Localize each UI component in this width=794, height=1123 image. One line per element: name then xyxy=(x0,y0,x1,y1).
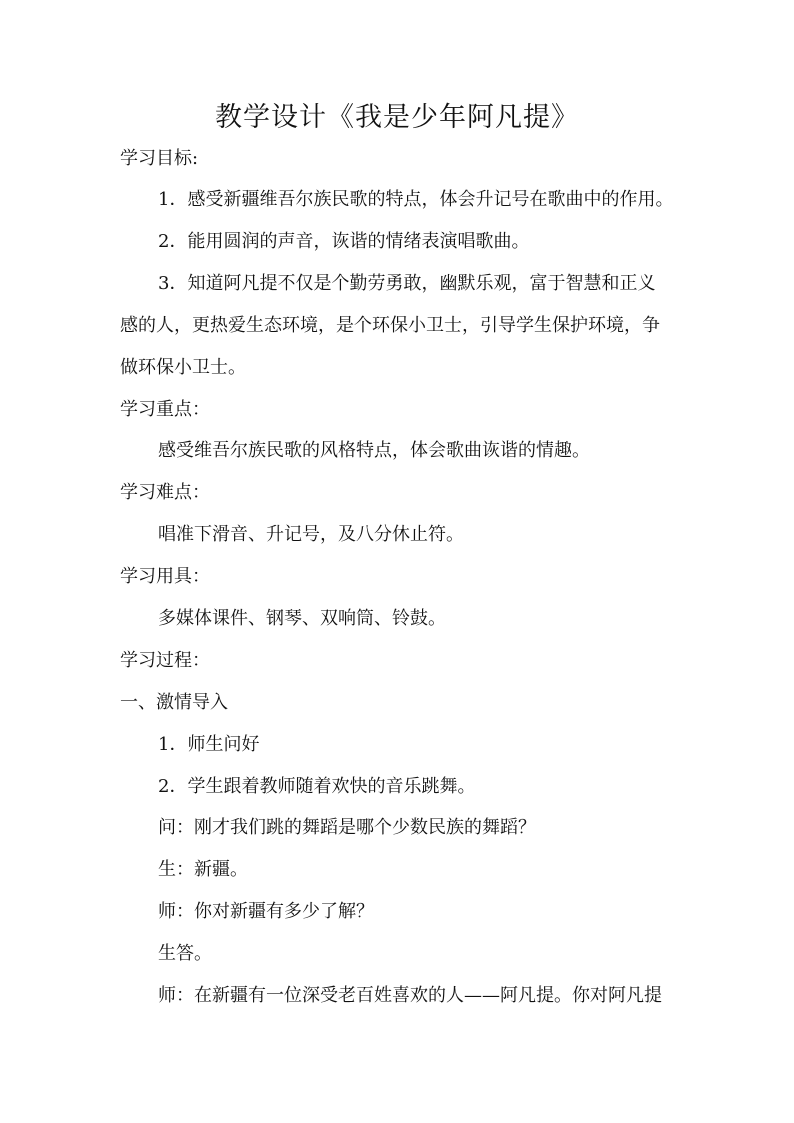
process-item-1: 1．师生问好 xyxy=(158,734,260,755)
section-heading-tools: 学习用具： xyxy=(120,566,210,587)
section-heading-key-points: 学习重点： xyxy=(120,399,210,420)
objective-1: 1．感受新疆维吾尔族民歌的特点，体会升记号在歌曲中的作用。 xyxy=(158,189,674,210)
dialogue-teacher-question: 师：你对新疆有多少了解？ xyxy=(158,901,374,922)
section-heading-difficulties: 学习难点： xyxy=(120,482,210,503)
section-heading-process: 学习过程： xyxy=(120,650,210,671)
tools-text: 多媒体课件、钢琴、双响筒、铃鼓。 xyxy=(158,608,446,629)
objective-2: 2．能用圆润的声音，诙谐的情绪表演唱歌曲。 xyxy=(158,231,530,252)
key-points-text: 感受维吾尔族民歌的风格特点，体会歌曲诙谐的情趣。 xyxy=(158,440,590,461)
dialogue-question: 问：刚才我们跳的舞蹈是哪个少数民族的舞蹈？ xyxy=(158,817,536,838)
objective-3-line-3: 做环保小卫士。 xyxy=(120,357,246,378)
objective-3-line-2: 感的人，更热爱生态环境，是个环保小卫士，引导学生保护环境，争 xyxy=(120,315,660,336)
section-heading-objectives: 学习目标: xyxy=(120,148,199,169)
objective-3-line-1: 3．知道阿凡提不仅是个勤劳勇敢，幽默乐观，富于智慧和正义 xyxy=(158,273,656,294)
process-item-2: 2．学生跟着教师随着欢快的音乐跳舞。 xyxy=(158,776,476,797)
process-step-1-heading: 一、激情导入 xyxy=(120,692,228,713)
difficulties-text: 唱准下滑音、升记号，及八分休止符。 xyxy=(158,524,464,545)
dialogue-student-answer: 生：新疆。 xyxy=(158,859,248,880)
dialogue-student-response: 生答。 xyxy=(158,943,212,964)
document-title: 教学设计《我是少年阿凡提》 xyxy=(215,102,579,133)
dialogue-teacher-intro: 师：在新疆有一位深受老百姓喜欢的人——阿凡提。你对阿凡提 xyxy=(158,985,662,1006)
